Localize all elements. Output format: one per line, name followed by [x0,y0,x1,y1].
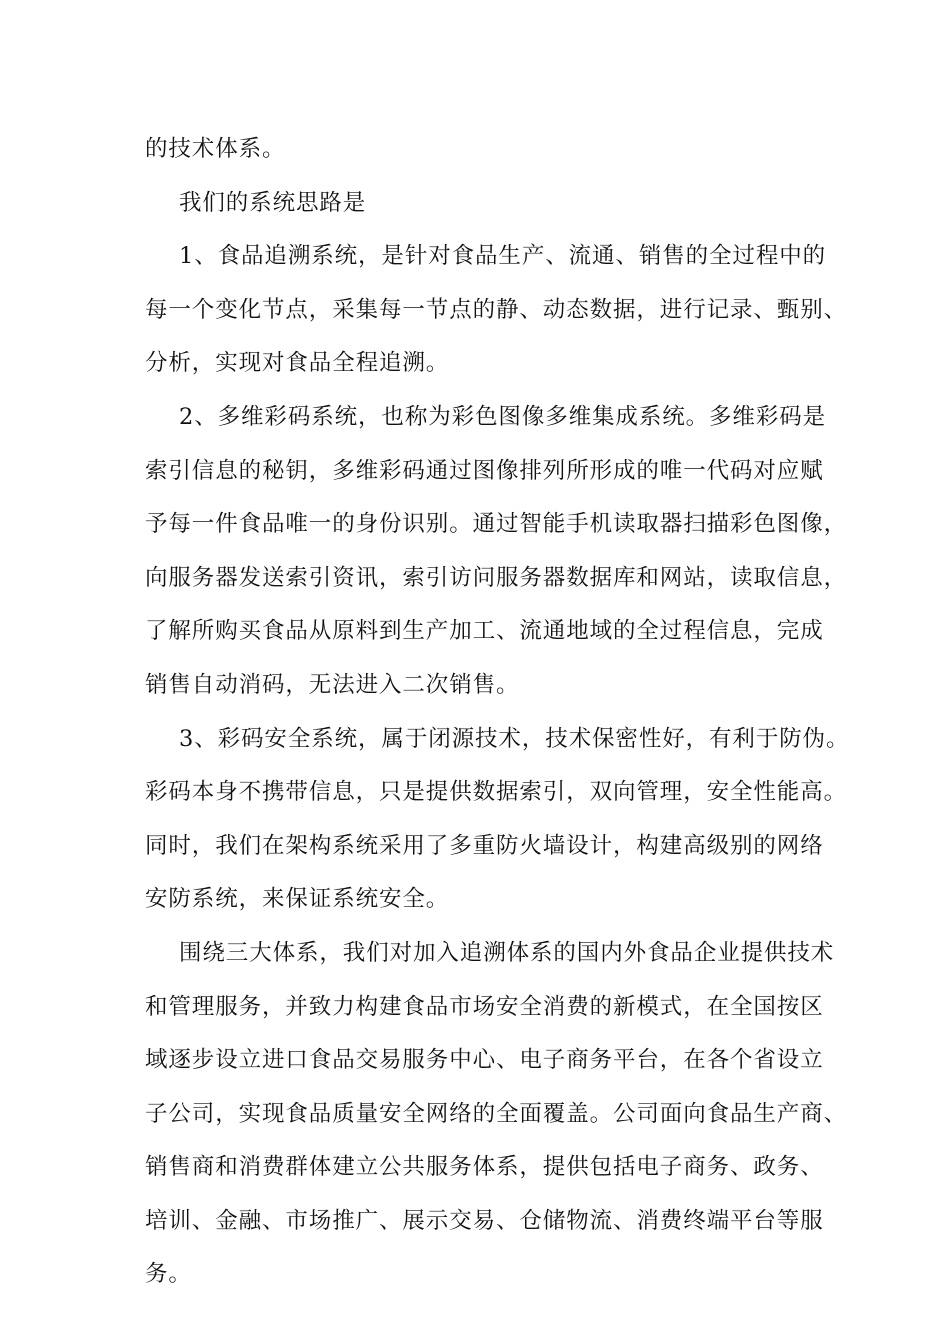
text-line: 分析，实现对食品全程追溯。 [145,350,450,377]
text-line: 向服务器发送索引资讯，索引访问服务器数据库和网站，读取信息， [145,564,848,591]
text-line: 和管理服务，并致力构建食品市场安全消费的新模式，在全国按区 [145,993,824,1020]
text-line: 销售自动消码，无法进入二次销售。 [145,671,520,698]
text-line-item-1-start: 1、食品追溯系统，是针对食品生产、流通、销售的全过程中的 [179,243,827,270]
text-line: 予每一件食品唯一的身份识别。通过智能手机读取器扫描彩色图像， [145,511,848,538]
text-line: 索引信息的秘钥，多维彩码通过图像排列所形成的唯一代码对应赋 [145,457,824,484]
text-line: 安防系统，来保证系统安全。 [145,886,450,913]
text-line: 培训、金融、市场推广、展示交易、仓储物流、消费终端平台等服 [145,1207,824,1234]
text-line: 同时，我们在架构系统采用了多重防火墙设计，构建高级别的网络 [145,832,824,859]
body-text [145,123,850,1302]
text-line: 了解所购买食品从原料到生产加工、流通地域的全过程信息，完成 [145,618,824,645]
text-line-end: 务。 [145,1261,192,1288]
text-line-paragraph-start: 围绕三大体系，我们对加入追溯体系的国内外食品企业提供技术 [179,939,835,966]
text-line: 销售商和消费群体建立公共服务体系，提供包括电子商务、政务、 [145,1154,824,1181]
text-line-intro: 我们的系统思路是 [179,189,367,216]
text-line: 每一个变化节点，采集每一节点的静、动态数据，进行记录、甄别、 [145,296,848,323]
text-line: 域逐步设立进口食品交易服务中心、电子商务平台，在各个省设立 [145,1047,824,1074]
text-line-item-2-start: 2、多维彩码系统，也称为彩色图像多维集成系统。多维彩码是 [179,403,827,430]
text-line: 子公司，实现食品质量安全网络的全面覆盖。公司面向食品生产商、 [145,1100,848,1127]
text-line-item-3-start: 3、彩码安全系统，属于闭源技术，技术保密性好，有利于防伪。 [179,725,850,752]
text-line-continuation: 的技术体系。 [145,136,286,162]
text-line: 彩码本身不携带信息，只是提供数据索引，双向管理，安全性能高。 [145,779,848,806]
